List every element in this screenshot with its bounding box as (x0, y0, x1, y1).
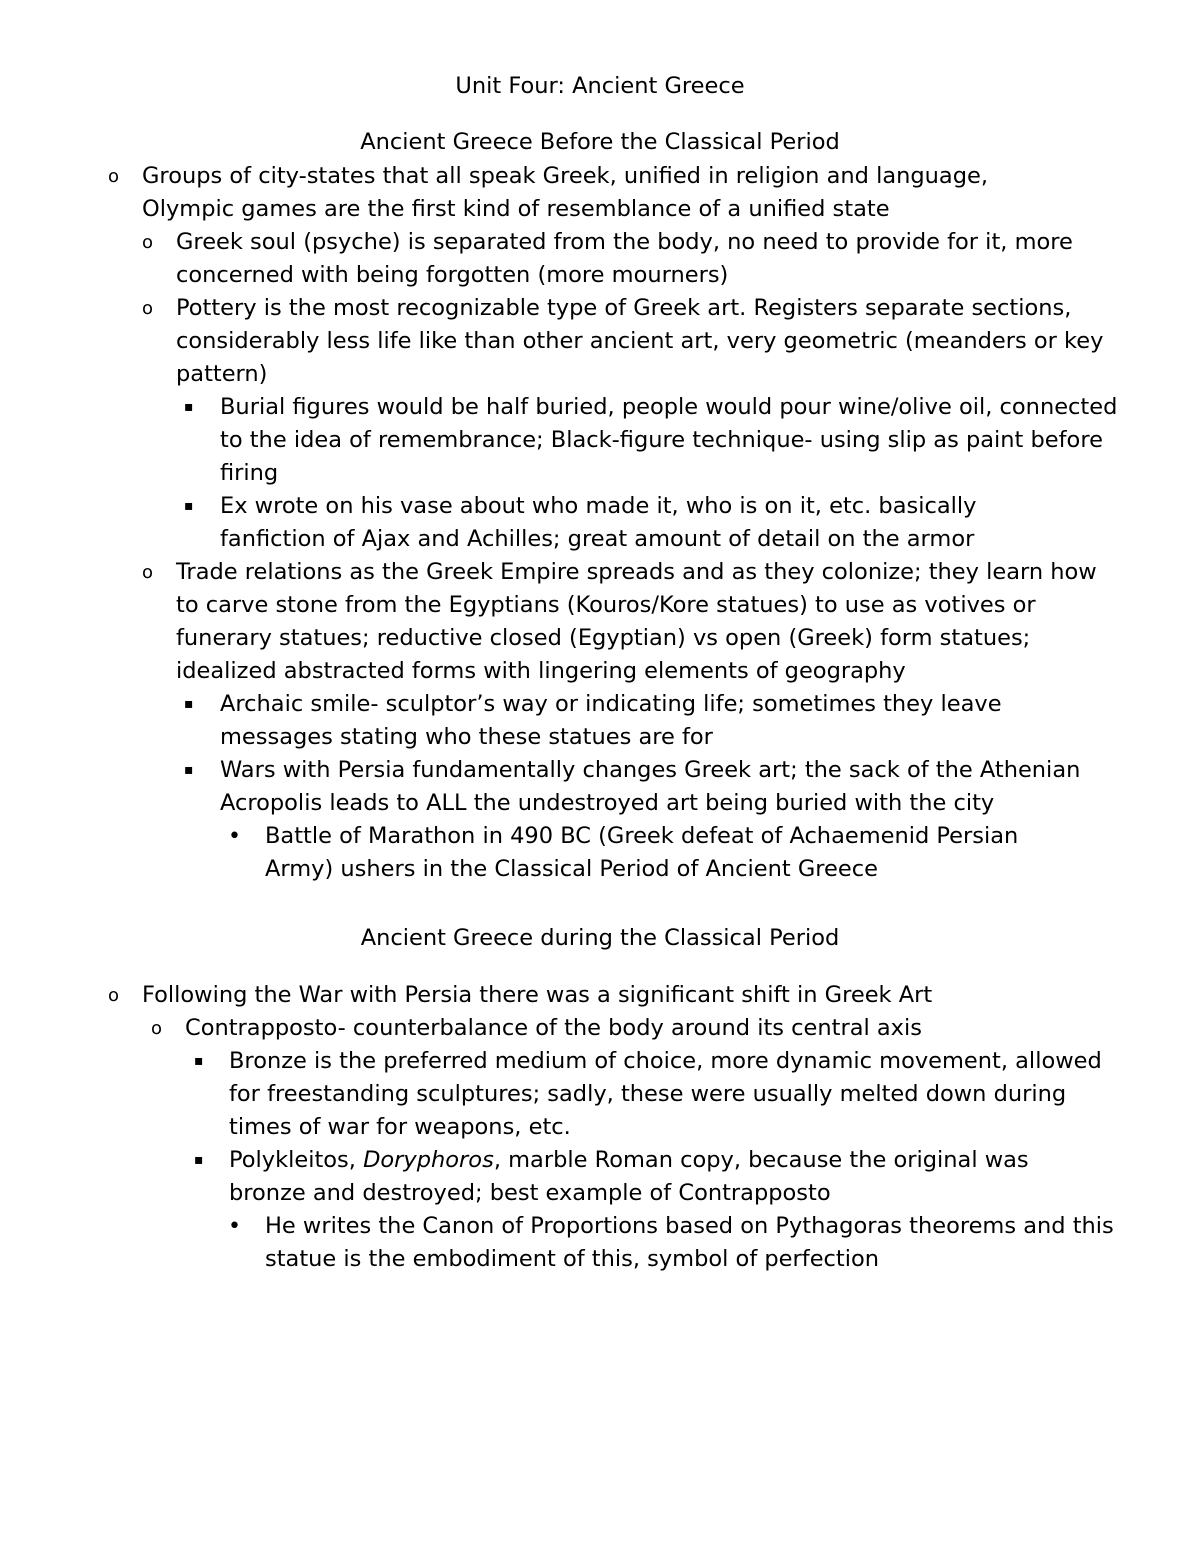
list-item-text: Pottery is the most recognizable type of Greek art. Registers separate sections, considerably less life like than other ancient art, very geometric (meanders or key pattern) (176, 295, 1104, 387)
bullet-marker: ▪ (194, 1152, 204, 1168)
list-item-text: Trade relations as the Greek Empire spreads and as they colonize; they learn how to carve stone from the Egyptians (Kouros/Kore statues) to use as votives or funerary statues; reductive closed (Egyptian) vs open (Greek) form statues; idealized abstracted forms with lingering elements of geography (176, 559, 1097, 684)
list-item (0, 1012, 1085, 1045)
section2-list (0, 979, 1129, 1276)
section-heading-before-classical: Ancient Greece Before the Classical Period (360, 129, 840, 155)
list-item (0, 754, 1130, 820)
bullet-marker: • (228, 1214, 241, 1239)
bullet-marker: o (151, 1018, 163, 1039)
list-item-text-before: Polykleitos, (229, 1147, 364, 1173)
list-item (0, 556, 1126, 688)
bullet-marker: o (142, 232, 154, 253)
list-item (0, 1144, 1089, 1210)
bullet-marker: ▪ (194, 1053, 204, 1069)
list-item (0, 391, 1130, 490)
list-item (0, 979, 1092, 1012)
bullet-marker: o (108, 985, 120, 1006)
list-item-text: Greek soul (psyche) is separated from the body, no need to provide for it, more concerned with being forgotten (more mourners) (176, 229, 1073, 288)
bullet-marker: o (108, 166, 120, 187)
list-item-text: Ex wrote on his vase about who made it, who is on it, etc. basically fanfiction of Ajax and Achilles; great amount of detail on the armor (220, 493, 977, 552)
bullet-marker: o (142, 562, 154, 583)
list-item (0, 160, 1042, 226)
list-item-text: Burial figures would be half buried, people would pour wine/olive oil, connected to the idea of remembrance; Black-figure technique- using slip as paint before firing (220, 394, 1118, 486)
list-item-text: Battle of Marathon in 490 BC (Greek defeat of Achaemenid Persian Army) ushers in the Classical Period of Ancient Greece (265, 823, 1019, 882)
list-item (0, 1045, 1129, 1144)
list-item-text: Bronze is the preferred medium of choice, more dynamic movement, allowed for freestanding sculptures; sadly, these were usually melted down during times of war for weapons, etc. (229, 1048, 1102, 1140)
list-item-text-after: , marble Roman copy, because the original was bronze and destroyed; best example of Contrapposto (229, 1147, 1029, 1206)
bullet-marker: • (228, 824, 241, 849)
section1-list (0, 160, 1130, 886)
list-item-text: He writes the Canon of Proportions based on Pythagoras theorems and this statue is the embodiment of this, symbol of perfection (265, 1213, 1114, 1272)
list-item-text: Archaic smile- sculptor’s way or indicating life; sometimes they leave messages stating who these statues are for (220, 691, 1002, 750)
artwork-title: Doryphoros (363, 1147, 494, 1173)
list-item (0, 226, 1126, 292)
list-item (0, 292, 1126, 391)
bullet-marker: ▪ (184, 762, 194, 778)
bullet-marker: ▪ (184, 696, 194, 712)
list-item (0, 490, 1030, 556)
bullet-marker: ▪ (184, 399, 194, 415)
list-item (0, 688, 1070, 754)
list-item-text: Wars with Persia fundamentally changes Greek art; the sack of the Athenian Acropolis leads to ALL the undestroyed art being buried with the city (220, 757, 1081, 816)
list-item-text: Following the War with Persia there was a significant shift in Greek Art (142, 982, 933, 1008)
list-item (0, 1210, 1125, 1276)
bullet-marker: o (142, 298, 154, 319)
list-item-text: Contrapposto- counterbalance of the body around its central axis (185, 1015, 922, 1041)
list-item-text: Groups of city-states that all speak Greek, unified in religion and language, Olympic games are the first kind of resemblance of a unified state (142, 163, 988, 222)
document-title: Unit Four: Ancient Greece (455, 73, 745, 99)
list-item (0, 820, 1075, 886)
section-heading-classical: Ancient Greece during the Classical Period (360, 925, 840, 951)
bullet-marker: ▪ (184, 498, 194, 514)
